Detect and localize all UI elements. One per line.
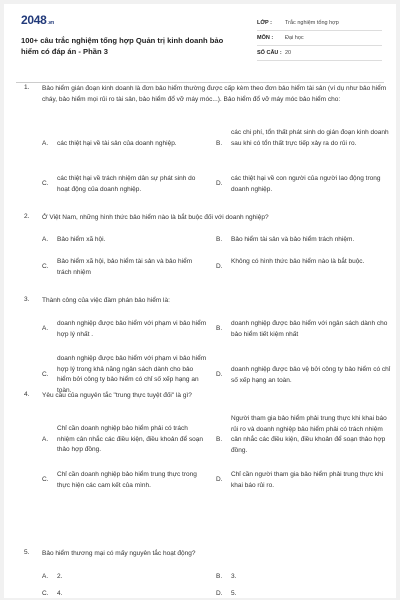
option-letter: B.	[216, 436, 223, 443]
option-letter: A.	[42, 236, 49, 243]
logo-sub: .vn	[47, 20, 54, 26]
option-letter: D.	[216, 476, 223, 483]
meta-value: Đại học	[285, 35, 304, 41]
option-text: Không có hình thức bảo hiểm nào là bắt buộc.	[231, 258, 365, 265]
question-text: Thành công của việc đàm phán bảo hiểm là:	[42, 297, 170, 304]
header-divider	[16, 82, 384, 83]
option-letter: B.	[216, 236, 223, 243]
option-text: 4.	[57, 590, 63, 597]
option-text: 3.	[231, 573, 237, 580]
question-number: 3.	[24, 296, 30, 303]
option-letter: C.	[42, 590, 49, 597]
option-letter: B.	[216, 573, 223, 580]
option-text: Bảo hiểm xã hội.	[57, 236, 106, 243]
option-text: doanh nghiệp được bảo hiểm với phạm vi bảo hiểm hợp lý trong khả năng ngân sách dành cho bảo hiểm bởi công ty bảo hiểm có chỉ số xếp hạng an toàn.	[57, 355, 207, 394]
option-letter: A.	[42, 436, 49, 443]
option-text: Chỉ cần người tham gia bảo hiểm phải trung thực khi khai báo rủi ro.	[231, 471, 384, 489]
option-text: các chi phí, tổn thất phát sinh do gián đoạn kinh doanh sau khi có tổn thất trực tiếp xảy ra do rủi ro.	[231, 129, 389, 147]
option-text: các thiệt hại về trách nhiệm dân sự phát sinh do hoạt động của doanh nghiệp.	[57, 175, 196, 193]
option-letter: D.	[216, 263, 223, 270]
document-page	[4, 4, 396, 598]
meta-value: 20	[285, 50, 292, 56]
question-number: 4.	[24, 391, 30, 398]
option-letter: B.	[216, 140, 223, 147]
option-text: doanh nghiệp được bảo hiểm với ngân sách dành cho bảo hiểm tiết kiệm nhất	[231, 320, 388, 338]
option-text: Người tham gia bảo hiểm phải trung thực khi khai báo rủi ro và doanh nghiệp bảo hiểm phải có trách nhiệm cân nhắc các điều kiện, điều khoản để soạn thảo hợp đồng.	[231, 415, 387, 454]
question-text: Ở Việt Nam, những hình thức bảo hiểm nào là bắt buộc đối với doanh nghiệp?	[42, 214, 269, 221]
option-letter: A.	[42, 140, 49, 147]
option-text: Chỉ cần doanh nghiệp bảo hiểm trung thực trong thực hiện các cam kết của mình.	[57, 471, 197, 489]
option-letter: A.	[42, 325, 49, 332]
question-number: 2.	[24, 213, 30, 220]
site-logo[interactable]	[21, 13, 54, 27]
option-letter: D.	[216, 371, 223, 378]
option-text: doanh nghiệp được bảo vệ bởi công ty bảo hiểm có chỉ số xếp hạng an toàn.	[231, 366, 391, 384]
question-number: 1.	[24, 84, 30, 91]
meta-key: MÔN :	[257, 35, 274, 41]
logo-main: 2048	[21, 13, 47, 27]
option-letter: C.	[42, 371, 49, 378]
option-text: Chỉ cần doanh nghiệp bảo hiểm phải có trách nhiệm cân nhắc các điều kiện, điều khoản để soạn thảo hợp đồng.	[57, 425, 203, 453]
meta-key: SỐ CÂU :	[257, 50, 282, 56]
option-text: 2.	[57, 573, 63, 580]
option-text: các thiệt hại về con người của người lao động trong doanh nghiệp.	[231, 175, 381, 193]
option-letter: C.	[42, 476, 49, 483]
option-letter: C.	[42, 180, 49, 187]
option-text: Bảo hiểm xã hội, bảo hiểm tài sản và bảo hiểm trách nhiệm	[57, 258, 193, 276]
meta-key: LỚP :	[257, 20, 272, 26]
option-letter: D.	[216, 590, 223, 597]
option-text: doanh nghiệp được bảo hiểm với phạm vi bảo hiểm hợp lý nhất .	[57, 320, 207, 338]
meta-value: Trắc nghiệm tổng hợp	[285, 20, 339, 26]
meta-row-subject	[257, 31, 382, 46]
question-text: Yêu cầu của nguyên tắc "trung thực tuyệt đối" là gì?	[42, 392, 192, 399]
option-letter: B.	[216, 325, 223, 332]
option-text: các thiệt hại về tài sản của doanh nghiệp.	[57, 140, 177, 147]
option-text: Bảo hiểm tài sản và bảo hiểm trách nhiệm.	[231, 236, 355, 243]
option-letter: C.	[42, 263, 49, 270]
document-title: 100+ câu trắc nghiệm tổng hợp Quản trị kinh doanh bảo hiểm có đáp án - Phần 3	[21, 36, 224, 56]
option-letter: D.	[216, 180, 223, 187]
question-number: 5.	[24, 549, 30, 556]
meta-table	[257, 16, 382, 61]
meta-row-count	[257, 46, 382, 61]
question-text: Bảo hiểm gián đoạn kinh doanh là đơn bảo hiểm thường được cấp kèm theo đơn bảo hiểm tài sản (ví dụ như bảo hiểm cháy, bảo hiểm mọi rủi ro tài sản, bảo hiểm đổ vỡ máy móc...). Bảo hiểm đổ vỡ máy móc bảo hiểm cho:	[42, 85, 387, 103]
meta-row-class	[257, 16, 382, 31]
option-letter: A.	[42, 573, 49, 580]
question-text: Bảo hiểm thương mại có mấy nguyên tắc hoạt động?	[42, 550, 196, 557]
option-text: 5.	[231, 590, 237, 597]
document-header	[4, 4, 396, 76]
